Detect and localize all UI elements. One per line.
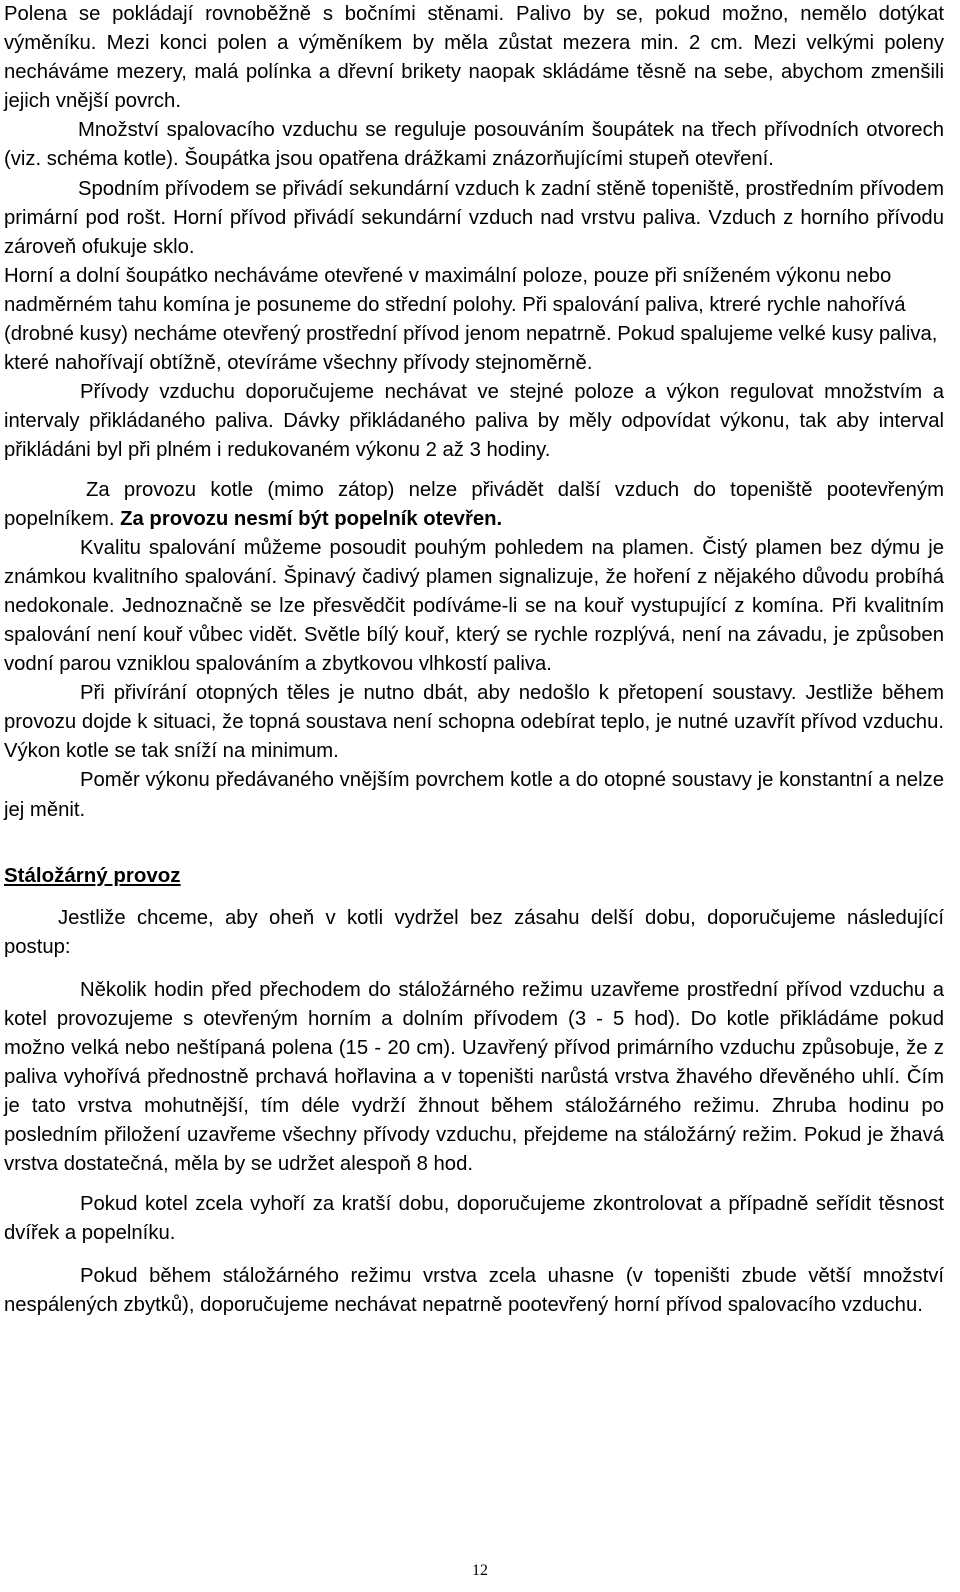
paragraph-air-regulation: Množství spalovacího vzduchu se reguluje posouváním šoupátek na třech přívodních otvorech (viz. schéma kotle). Šoupátka jsou opatřena drážkami znázorňujícími stupeň otevření. bbox=[4, 119, 944, 171]
ashpan-warning-bold: Za provozu nesmí být popelník otevřen. bbox=[120, 507, 503, 530]
spacer bbox=[4, 1248, 944, 1262]
spacer bbox=[4, 1180, 944, 1190]
paragraph-ashpan-warning bbox=[4, 476, 944, 534]
spacer bbox=[4, 890, 944, 904]
spacer bbox=[4, 466, 944, 476]
document-page bbox=[4, 0, 944, 1320]
paragraph-fuel-placement: Polena se pokládají rovnoběžně s bočními stěnami. Palivo by se, pokud možno, nemělo dotýkat výměníku. Mezi konci polen a výměníkem by měla zůstat mezera min. 2 cm. Mezi velkými poleny necháváme mezery, malá polínka a dřevní brikety naopak skládáme těsně na sebe, abychom zmenšili jejich vnější povrch. bbox=[4, 3, 944, 113]
paragraph-air-inlets: Spodním přívodem se přivádí sekundární vzduch k zadní stěně topeniště, prostředním přívodem primární pod rošt. Horní přívod přivádí sekundární vzduch nad vrstvu paliva. Vzduch z horního přívodu zároveň ofukuje sklo. bbox=[4, 177, 944, 258]
ashpan-warning-text: Za provozu kotle (mimo zátop) nelze přivádět další vzduch do topeniště pootevřeným popelníkem. bbox=[4, 478, 944, 530]
paragraph-combustion-quality: Kvalitu spalování můžeme posoudit pouhým pohledem na plamen. Čistý plamen bez dýmu je známkou kvalitního spalování. Špinavý čadivý plamen signalizuje, že hoření z nějakého důvodu probíhá nedokonale. Jednoznačně se lze přesvědčit podíváme-li se na kouř vystupující z komína. Při kvalitním spalování není kouř vůbec vidět. Světle bílý kouř, který se rychle rozplývá, není na závadu, je způsoben vodní parou vzniklou spalováním a zbytkovou vlhkostí paliva. bbox=[4, 536, 944, 676]
paragraph-damper-settings: Horní a dolní šoupátko necháváme otevřené v maximální poloze, pouze při sníženém výkonu nebo nadměrném tahu komína je posuneme do střední polohy. Při spalování paliva, ktreré rychle nahořívá (drobné kusy) necháme otevřený prostřední přívod jenom nepatrně. Pokud spalujeme velké kusy paliva, které nahořívají obtížně, otevíráme všechny přívody stejnoměrně. bbox=[4, 264, 938, 375]
spacer bbox=[4, 962, 944, 976]
paragraph-output-ratio: Poměr výkonu předávaného vnějším povrchem kotle a do otopné soustavy je konstantní a nelze jej měnit. bbox=[4, 769, 944, 821]
section-heading: Stáložárný provoz bbox=[4, 863, 181, 887]
paragraph-overheating: Při přivírání otopných těles je nutno dbát, aby nedošlo k přetopení soustavy. Jestliže během provozu dojde k situaci, že topná soustava není schopna odebírat teplo, je nutné uzavřít přívod vzduchu. Výkon kotle se tak sníží na minimum. bbox=[4, 682, 944, 763]
page-number: 12 bbox=[472, 1562, 488, 1579]
paragraph-door-check: Pokud kotel zcela vyhoří za kratší dobu, doporučujeme zkontrolovat a případně seřídit těsnost dvířek a popelníku. bbox=[4, 1192, 944, 1244]
section-intro: Jestliže chceme, aby oheň v kotli vydržel bez zásahu delší dobu, doporučujeme následující postup: bbox=[4, 906, 944, 958]
paragraph-continuous-procedure: Několik hodin před přechodem do stáložárného režimu uzavřeme prostřední přívod vzduchu a kotel provozujeme s otevřeným horním a dolním přívodem (3 - 5 hod). Do kotle přikládáme pokud možno velká nebo neštípaná polena (15 - 20 cm). Uzavřený přívod primárního vzduchu způsobuje, že z paliva vyhořívá přednostně prchavá hořlavina a v topeništi narůstá vrstva žhavého dřevěného uhlí. Čím je tato vrstva mohutnější, tím déle vydrží žhnout během stáložárného režimu. Zhruba hodinu po posledním přiložení uzavřeme všechny přívody vzduchu, přejdeme na stáložárný režim. Pokud je žhavá vrstva dostatečná, měla by se udržet alespoň 8 hod. bbox=[4, 978, 944, 1176]
spacer bbox=[4, 825, 944, 861]
paragraph-output-regulation: Přívody vzduchu doporučujeme nechávat ve stejné poloze a výkon regulovat množstvím a intervaly přikládaného paliva. Dávky přikládaného paliva by měly odpovídat výkonu, tak aby interval přikládáni byl při plném i redukovaném výkonu 2 až 3 hodiny. bbox=[4, 381, 944, 462]
paragraph-extinguished-layer: Pokud během stáložárného režimu vrstva zcela uhasne (v topeništi zbude větší množství nespálených zbytků), doporučujeme nechávat nepatrně pootevřený horní přívod spalovacího vzduchu. bbox=[4, 1264, 944, 1316]
